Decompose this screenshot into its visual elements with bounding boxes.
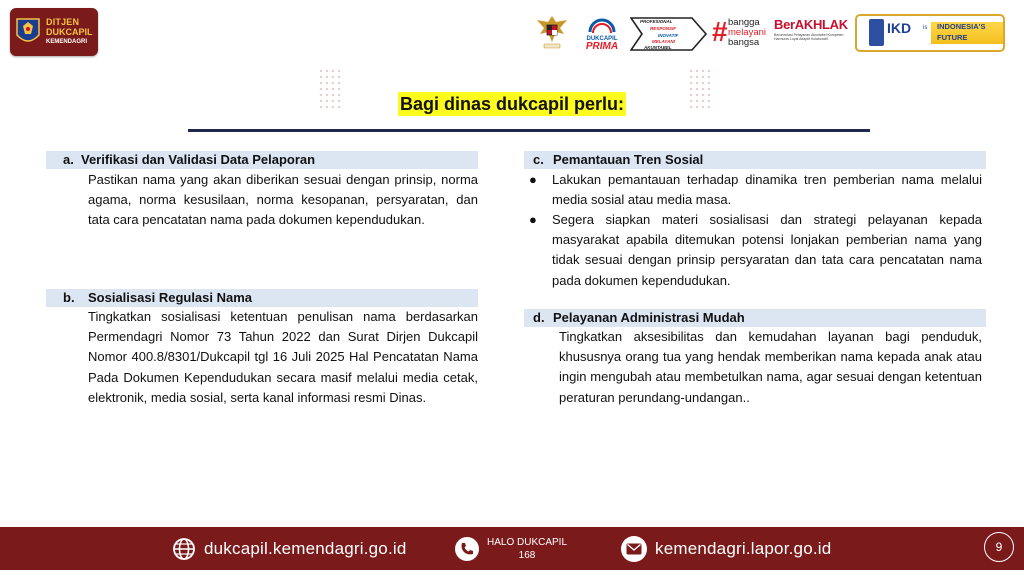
section-c-heading bbox=[524, 151, 986, 169]
footer-website-label: dukcapil.kemendagri.go.id bbox=[204, 538, 407, 558]
section-c-bullet-2-text: Segera siapkan materi sosialisasi dan strategi pelayanan kepada masyarakat apabila ditemukan potensi lonjakan pemberian nama yang tidak sesuai dengan prinsip persyaratan dan tata cara pencatatan nama pada dokumen kependudukan. bbox=[552, 212, 982, 288]
ikd-is: is bbox=[923, 25, 928, 31]
section-b-heading bbox=[46, 289, 478, 307]
section-a-title: Verifikasi dan Validasi Data Pelaporan bbox=[81, 152, 316, 167]
section-c-bullet-1 bbox=[529, 170, 982, 210]
pelayanan-values-logo bbox=[630, 15, 708, 53]
ikd-future-line2: FUTURE bbox=[937, 33, 968, 42]
pelayanan-word-5: AKUNTABEL bbox=[644, 45, 672, 50]
garuda-pancasila-icon bbox=[534, 12, 570, 52]
berakhlak-title: BerAKHLAK bbox=[774, 17, 848, 32]
prima-ring-icon bbox=[587, 14, 617, 38]
ikd-future-line1: INDONESIA'S bbox=[937, 22, 986, 31]
decorative-dots bbox=[318, 68, 342, 108]
section-b-letter: b. bbox=[63, 290, 75, 305]
berakhlak-logo bbox=[774, 17, 848, 49]
bullet-dot-icon: ● bbox=[529, 172, 537, 187]
section-d-heading bbox=[524, 309, 986, 327]
prima-logo-top: DUKCAPIL bbox=[586, 36, 618, 42]
section-a-heading bbox=[46, 151, 478, 169]
ditjen-logo-line2: DUKCAPIL bbox=[46, 27, 93, 37]
footer-halo-dukcapil[interactable] bbox=[455, 527, 567, 570]
section-a-body: Pastikan nama yang akan diberikan sesuai dengan prinsip, norma agama, norma kesusilaan, norma kesopanan, persyaratan, dan tata cara pencatatan nama pada dokumen kependudukan. bbox=[88, 172, 478, 228]
prima-logo-bottom: PRIMA bbox=[585, 41, 619, 52]
pelayanan-word-4: MELAYANI bbox=[652, 39, 675, 44]
garuda-emblem-icon bbox=[15, 17, 41, 47]
bangga-hash: # bbox=[712, 16, 728, 47]
section-c-bullet-2 bbox=[529, 210, 982, 291]
footer-halo-line2: 168 bbox=[518, 549, 536, 561]
title-divider bbox=[188, 129, 870, 132]
section-d-letter: d. bbox=[533, 310, 545, 325]
page-number: 9 bbox=[984, 532, 1014, 562]
globe-icon bbox=[172, 537, 196, 561]
bangga-melayani-bangsa-logo bbox=[712, 16, 772, 50]
pelayanan-word-3: INOVATIF bbox=[658, 33, 679, 38]
bangga-line1: bangga bbox=[728, 17, 760, 28]
section-b-body: Tingkatkan sosialisasi ketentuan penulisan nama berdasarkan Permendagri Nomor 73 Tahun 2022 dan Surat Dirjen Dukcapil Nomor 400.8/8301/Dukcapil tgl 16 Juli 2025 Hal Pencatatan Nama Pada Dokumen Kependudukan secara masif melalui media cetak, elektronik, media sosial, serta kanal informasi resmi Dinas. bbox=[88, 309, 478, 405]
section-d-title: Pelayanan Administrasi Mudah bbox=[553, 310, 745, 325]
footer-email[interactable] bbox=[621, 527, 831, 570]
ditjen-logo-line3: KEMENDAGRI bbox=[46, 39, 88, 45]
decorative-dots bbox=[688, 68, 712, 108]
footer-website[interactable] bbox=[172, 527, 407, 570]
pelayanan-word-1: PROFESIONAL bbox=[640, 19, 673, 24]
phone-call-icon bbox=[455, 537, 479, 561]
berakhlak-subtitle: Berorientasi Pelayanan Akuntabel Kompeten Harmonis Loyal Adaptif Kolaboratif bbox=[774, 33, 844, 41]
ikd-brand: IKD bbox=[887, 20, 912, 36]
pelayanan-word-2: RESPONSIF bbox=[650, 26, 677, 31]
section-d-body: Tingkatkan aksesibilitas dan kemudahan layanan bagi penduduk, khususnya orang tua yang hendak memberikan nama kepada anak atau ingin mengubah atau membetulkan nama, agar sesuai dengan ketentuan peraturan perundang-undangan.. bbox=[559, 329, 982, 405]
section-a-letter: a. bbox=[63, 152, 74, 167]
bullet-dot-icon: ● bbox=[529, 212, 537, 227]
page-title: Bagi dinas dukcapil perlu: bbox=[400, 94, 625, 114]
bangga-line3: bangsa bbox=[728, 37, 760, 48]
section-c-letter: c. bbox=[533, 152, 544, 167]
section-b-title: Sosialisasi Regulasi Nama bbox=[88, 290, 253, 305]
footer-halo-line1: HALO DUKCAPIL bbox=[487, 536, 568, 548]
section-c-bullet-1-text: Lakukan pemantauan terhadap dinamika tren pemberian nama melalui media sosial atau media masa. bbox=[552, 172, 982, 208]
bangga-line2: melayani bbox=[728, 27, 767, 38]
footer-email-label: kemendagri.lapor.go.id bbox=[655, 538, 832, 558]
phone-icon bbox=[869, 19, 884, 46]
dukcapil-prima-logo bbox=[578, 14, 626, 54]
ditjen-logo-line1: DITJEN bbox=[46, 17, 80, 27]
mail-icon bbox=[621, 536, 647, 562]
section-c-title: Pemantauan Tren Sosial bbox=[553, 152, 704, 167]
footer-bar bbox=[0, 527, 1024, 570]
ditjen-dukcapil-logo bbox=[10, 8, 98, 56]
ikd-indonesias-future-logo bbox=[855, 14, 1005, 52]
